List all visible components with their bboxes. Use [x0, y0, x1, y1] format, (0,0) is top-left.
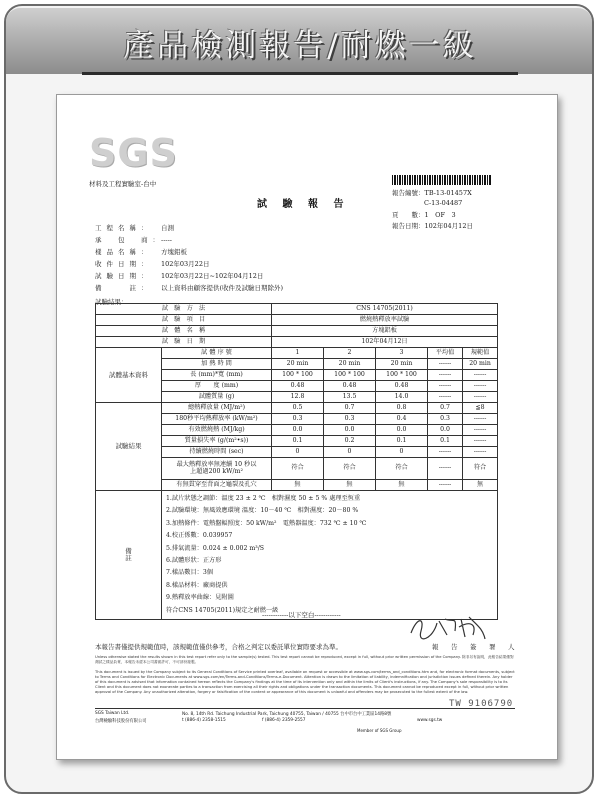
table-row: 試驗結果 總熱釋放量 (MJ/m²) 0.5 0.7 0.8 0.7 ≦8	[96, 403, 498, 414]
table-row: 試 驗 項 目 燃燒熱釋放率試驗	[96, 315, 498, 326]
table-row: 厚 度 (mm) 0.48 0.48 0.48 ------ ------	[96, 381, 498, 392]
barcode-icon	[392, 175, 492, 185]
table-row: 試 體 名 稱 方塊鋁板	[96, 326, 498, 337]
banner-underline	[82, 72, 518, 75]
sign-note: 本報告書僅提供規範值時，該規範值僅供參考，合格之判定以委託單位實際要求為準。	[95, 643, 342, 651]
info-received-date: 收件日期： 102年03月22日	[95, 260, 210, 268]
document-title: 試 驗 報 告	[257, 199, 350, 210]
terms-text: This document is issued by the Company subject to its General Conditions of Service printed overleaf, available on request or accessible at www.sgs.com/terms_and_conditions.htm and, for electronic format documents, subject to Terms and Conditions for Electronic Documents at www.sgs.com/en/Terms-and-Conditions/Terms-e-Document. Attention is drawn to the limitation of liability, indemnification and jurisdiction issues defined therein. Any holder of this document is advised that information contained hereon reflects the Company's findings at the time of its intervention only and within the limits of Client's instructions, if any. The Company's sole responsibility is to its Client and this document does not exonerate parties to a transaction from exercising all their rights and obligations under the transaction documents. This document cannot be reproduced except in full, without prior written approval of the Company. Any unauthorized alteration, forgery or falsification of the content or appearance of this document is unlawful and offenders may be prosecuted to the fullest extent of the law.	[95, 670, 515, 694]
group-remarks: 備 註	[96, 491, 162, 620]
results-table	[95, 303, 498, 620]
company-fax: f (886-4) 2359-2557	[262, 718, 306, 723]
report-number: 報告編號：TB-13-01457X	[392, 189, 472, 197]
info-project: 工程名稱： 自測	[95, 224, 174, 232]
info-contractor: 承 包 商：-----	[95, 236, 172, 244]
page-count: 頁 數：1 OF 3	[392, 211, 456, 219]
report-sheet	[56, 94, 558, 760]
remarks-cell: 1.試片狀態之調節：溫度 23 ± 2 ℃ 相對濕度 50 ± 5 % 處理至恆重 2.試驗環境：無風效應環境 溫度：10－40 ℃ 相對濕度：20－80 % 3.加熱條件：電熱盤輻照度：50 kW/m² 電熱器溫度：732 ℃ ± 10 ℃ 4.校正係數：0.039957 5.排氣流量：0.024 ± 0.002 m³/S 6.試體形狀：正方形 7.樣品數目：3個 8.樣品材料：廠商提供 9.熱釋放率曲線：見附圖 符合CNS 14705(2011)規定之耐燃一級	[162, 491, 498, 620]
company-address: No. 8, 14th Rd. Taichung Industrial Park, Taichung 40755, Taiwan / 40755 台中市台中工業區14路8號	[182, 712, 392, 717]
table-row: 最大熱釋放率無連續 10 秒以 上超過200 kW/m² 符合 符合 符合 ------ 符合	[96, 458, 498, 480]
table-row	[96, 491, 498, 620]
company-web: www.sgs.tw	[417, 718, 443, 723]
table-row: 長 (mm)*寬 (mm) 100 * 100 100 * 100 100 * 100 ------ ------	[96, 370, 498, 381]
table-row: 試 驗 方 法 CNS 14705(2011)	[96, 304, 498, 315]
sgs-logo: SGS	[89, 131, 178, 175]
table-row: 試 驗 日 期 102年04月12日	[96, 337, 498, 348]
group-basic-data: 試體基本資料	[96, 348, 162, 403]
group-test-results: 試驗結果	[96, 403, 162, 491]
report-number-2: C-13-04487	[424, 199, 463, 207]
info-sample-name: 樣品名稱： 方塊鋁板	[95, 248, 187, 256]
end-mark: ------------以下空白------------	[262, 611, 341, 619]
table-row: 有無貫穿至背面之龜裂及孔穴 無 無 無 ------ 無	[96, 480, 498, 491]
info-remark: 備 註： 以上資料由顧客提供(收件及試驗日期除外)	[95, 284, 284, 292]
table-row: 加 熱 時 間 20 min 20 min 20 min ------ 20 min	[96, 359, 498, 370]
table-row: 質量損失率 (g/(m²•s)) 0.1 0.2 0.1 0.1 ------	[96, 436, 498, 447]
table-row: 180秒平均熱釋放率 (kW/m²) 0.3 0.3 0.4 0.3 ------	[96, 414, 498, 425]
member-note: Member of SGS Group	[357, 728, 402, 733]
table-row: 試體基本資料 試 體 序 號 1 2 3 平均值 規範值	[96, 348, 498, 359]
signatory-title: 報 告 簽 署 人	[432, 643, 518, 651]
signature-image	[407, 613, 487, 643]
company-name: SGS Taiwan Ltd.	[95, 711, 130, 716]
disclaimer-text: Unless otherwise stated the results shown in this test report refer only to the sample(s) tested. This test report cannot be reproduced, except in full, without prior written permission of the Company. 除非另有說明，此報告結果僅對測試之樣品負責，本報告未經本公司書面許可，不可部份複製。	[95, 655, 514, 664]
table-row: 持續燃燒時間 (sec) 0 0 0 ------ ------	[96, 447, 498, 458]
serial-number: TW 9106790	[449, 699, 514, 709]
results-label: 試驗結果：	[95, 298, 128, 306]
banner-title: 產品檢測報告/耐燃一級	[123, 28, 477, 64]
table-row: 有效燃燒熱 (MJ/kg) 0.0 0.0 0.0 0.0 ------	[96, 425, 498, 436]
info-test-date: 試驗日期： 102年03月22日~102年04月12日	[95, 272, 264, 280]
footer-rule	[95, 708, 515, 709]
table-row: 試體質量 (g) 12.8 13.5 14.0 ------ ------	[96, 392, 498, 403]
company-tel: t (886-4) 2358-1515	[182, 718, 226, 723]
report-date: 報告日期：102年04月12日	[392, 222, 473, 230]
company-name-zh: 台灣檢驗科技股份有限公司	[95, 719, 147, 724]
lab-name: 材料及工程實驗室-台中	[89, 180, 157, 188]
